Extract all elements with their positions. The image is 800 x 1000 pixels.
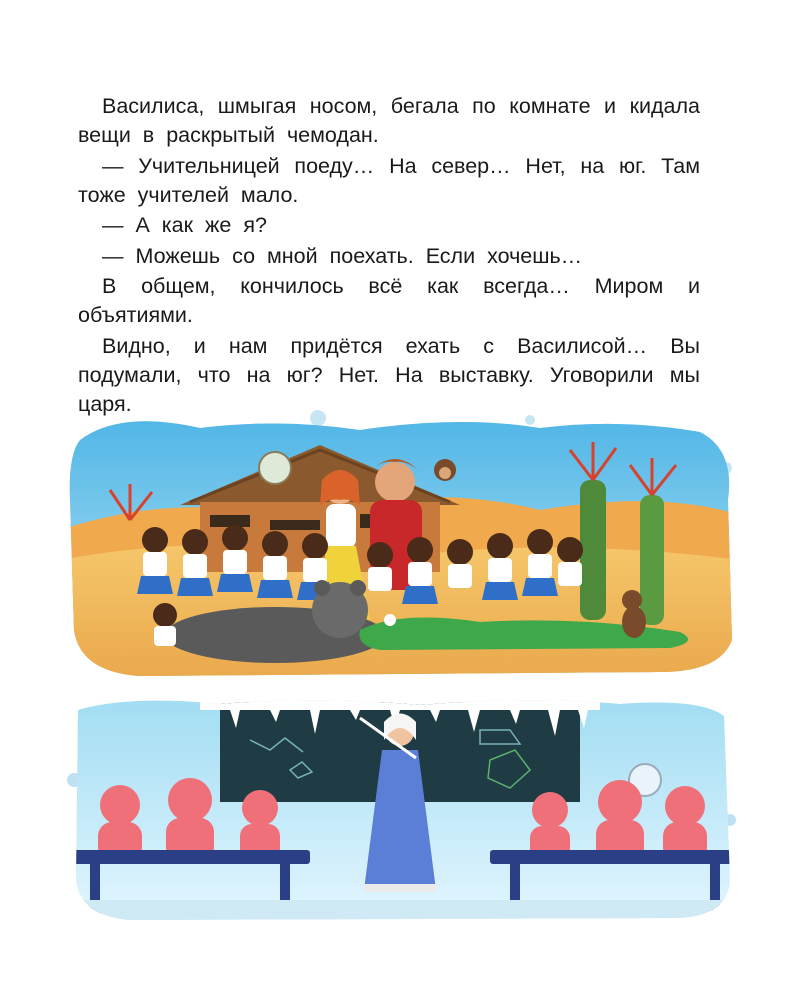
story-paragraph: — Можешь со мной поехать. Если хочешь…: [102, 243, 583, 268]
story-text: [78, 92, 700, 420]
story-paragraph: В общем, кончилось всё как всегда… Миром и объятиями.: [78, 274, 700, 327]
story-paragraph: Василиса, шмыгая носом, бегала по комнате и кидала вещи в раскрытый чемодан.: [78, 94, 700, 147]
illustrations: [60, 410, 740, 930]
story-paragraph: — Учительницей поеду… На север… Нет, на юг. Там тоже учителей мало.: [78, 153, 700, 207]
north-classroom-scene-illustration: [60, 690, 740, 930]
illustration-canvas: [60, 410, 740, 930]
story-paragraph: Видно, и нам придётся ехать с Василисой… Вы подумали, что на юг? Нет. На выставку. Уговорили мы царя.: [78, 333, 700, 416]
story-paragraph: — А как же я?: [102, 213, 267, 237]
africa-school-scene-illustration: [60, 410, 740, 690]
